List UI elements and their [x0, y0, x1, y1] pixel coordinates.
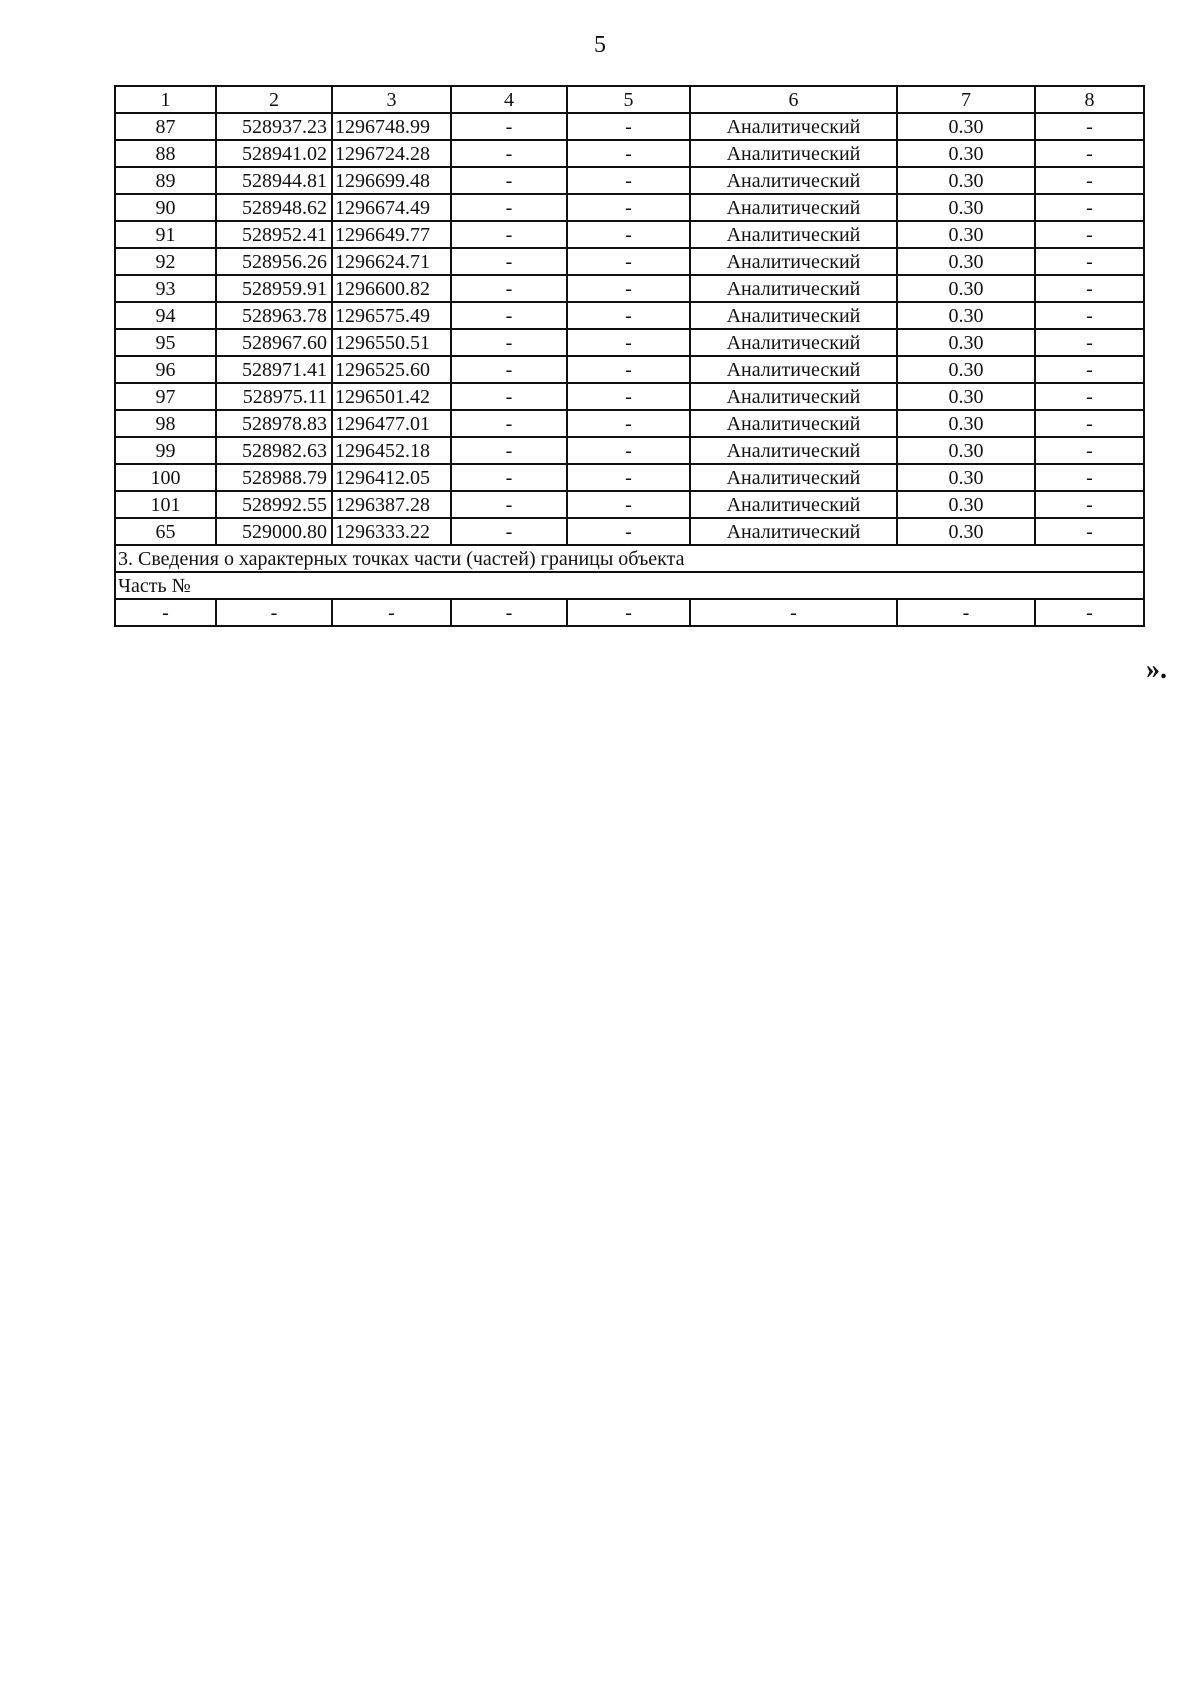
- point-number-cell: 91: [115, 221, 216, 248]
- part-label-row: [115, 572, 1144, 599]
- col8-cell: -: [1035, 383, 1144, 410]
- column-header: 7: [897, 86, 1035, 113]
- col8-cell: -: [1035, 167, 1144, 194]
- x-coordinate-cell: 528971.41: [216, 356, 332, 383]
- table-row: [115, 113, 1144, 140]
- y-coordinate-cell: 1296724.28: [332, 140, 451, 167]
- col8-cell: -: [1035, 518, 1144, 545]
- col5-cell: -: [567, 383, 690, 410]
- col4-cell: -: [451, 518, 567, 545]
- precision-cell: 0.30: [897, 464, 1035, 491]
- column-header: 8: [1035, 86, 1144, 113]
- table-body: [115, 86, 1144, 626]
- column-header: 1: [115, 86, 216, 113]
- precision-cell: 0.30: [897, 383, 1035, 410]
- precision-cell: 0.30: [897, 167, 1035, 194]
- page-number: 5: [594, 32, 606, 58]
- col8-cell: -: [1035, 140, 1144, 167]
- x-coordinate-cell: 528978.83: [216, 410, 332, 437]
- col5-cell: -: [567, 410, 690, 437]
- precision-cell: 0.30: [897, 356, 1035, 383]
- col8-cell: -: [1035, 437, 1144, 464]
- x-coordinate-cell: 528944.81: [216, 167, 332, 194]
- col4-cell: -: [451, 356, 567, 383]
- method-cell: Аналитический: [690, 383, 897, 410]
- y-coordinate-cell: 1296674.49: [332, 194, 451, 221]
- method-cell: Аналитический: [690, 194, 897, 221]
- precision-cell: 0.30: [897, 221, 1035, 248]
- col8-cell: -: [1035, 410, 1144, 437]
- y-coordinate-cell: 1296575.49: [332, 302, 451, 329]
- empty-part-row: [115, 599, 1144, 626]
- empty-cell: -: [216, 599, 332, 626]
- precision-cell: 0.30: [897, 518, 1035, 545]
- point-number-cell: 94: [115, 302, 216, 329]
- method-cell: Аналитический: [690, 167, 897, 194]
- col5-cell: -: [567, 302, 690, 329]
- point-number-cell: 92: [115, 248, 216, 275]
- y-coordinate-cell: 1296748.99: [332, 113, 451, 140]
- table-row: [115, 518, 1144, 545]
- col5-cell: -: [567, 113, 690, 140]
- point-number-cell: 99: [115, 437, 216, 464]
- col4-cell: -: [451, 275, 567, 302]
- method-cell: Аналитический: [690, 221, 897, 248]
- table-row: [115, 383, 1144, 410]
- column-header: 4: [451, 86, 567, 113]
- point-number-cell: 87: [115, 113, 216, 140]
- table-row: [115, 302, 1144, 329]
- col8-cell: -: [1035, 302, 1144, 329]
- table-row: [115, 140, 1144, 167]
- y-coordinate-cell: 1296452.18: [332, 437, 451, 464]
- col8-cell: -: [1035, 356, 1144, 383]
- method-cell: Аналитический: [690, 302, 897, 329]
- y-coordinate-cell: 1296600.82: [332, 275, 451, 302]
- col5-cell: -: [567, 356, 690, 383]
- col8-cell: -: [1035, 221, 1144, 248]
- precision-cell: 0.30: [897, 329, 1035, 356]
- y-coordinate-cell: 1296477.01: [332, 410, 451, 437]
- col5-cell: -: [567, 140, 690, 167]
- col5-cell: -: [567, 194, 690, 221]
- col4-cell: -: [451, 167, 567, 194]
- point-number-cell: 100: [115, 464, 216, 491]
- point-number-cell: 97: [115, 383, 216, 410]
- precision-cell: 0.30: [897, 248, 1035, 275]
- empty-cell: -: [1035, 599, 1144, 626]
- point-number-cell: 88: [115, 140, 216, 167]
- col5-cell: -: [567, 437, 690, 464]
- x-coordinate-cell: 528959.91: [216, 275, 332, 302]
- empty-cell: -: [332, 599, 451, 626]
- table-row: [115, 248, 1144, 275]
- point-number-cell: 89: [115, 167, 216, 194]
- col4-cell: -: [451, 410, 567, 437]
- col8-cell: -: [1035, 194, 1144, 221]
- col4-cell: -: [451, 491, 567, 518]
- method-cell: Аналитический: [690, 329, 897, 356]
- x-coordinate-cell: 528956.26: [216, 248, 332, 275]
- col4-cell: -: [451, 248, 567, 275]
- col4-cell: -: [451, 329, 567, 356]
- method-cell: Аналитический: [690, 356, 897, 383]
- x-coordinate-cell: 528982.63: [216, 437, 332, 464]
- column-header: 3: [332, 86, 451, 113]
- empty-cell: -: [115, 599, 216, 626]
- point-number-cell: 90: [115, 194, 216, 221]
- method-cell: Аналитический: [690, 248, 897, 275]
- x-coordinate-cell: 528992.55: [216, 491, 332, 518]
- col4-cell: -: [451, 383, 567, 410]
- table-row: [115, 464, 1144, 491]
- point-number-cell: 93: [115, 275, 216, 302]
- col8-cell: -: [1035, 248, 1144, 275]
- col4-cell: -: [451, 140, 567, 167]
- point-number-cell: 96: [115, 356, 216, 383]
- y-coordinate-cell: 1296525.60: [332, 356, 451, 383]
- precision-cell: 0.30: [897, 140, 1035, 167]
- y-coordinate-cell: 1296501.42: [332, 383, 451, 410]
- col4-cell: -: [451, 221, 567, 248]
- y-coordinate-cell: 1296550.51: [332, 329, 451, 356]
- x-coordinate-cell: 528967.60: [216, 329, 332, 356]
- table-header-row: [115, 86, 1144, 113]
- y-coordinate-cell: 1296699.48: [332, 167, 451, 194]
- coordinates-table: [114, 85, 1145, 627]
- precision-cell: 0.30: [897, 194, 1035, 221]
- section-title-row: [115, 545, 1144, 572]
- col4-cell: -: [451, 194, 567, 221]
- col4-cell: -: [451, 302, 567, 329]
- method-cell: Аналитический: [690, 437, 897, 464]
- method-cell: Аналитический: [690, 491, 897, 518]
- precision-cell: 0.30: [897, 437, 1035, 464]
- precision-cell: 0.30: [897, 275, 1035, 302]
- table-row: [115, 167, 1144, 194]
- col5-cell: -: [567, 491, 690, 518]
- y-coordinate-cell: 1296387.28: [332, 491, 451, 518]
- y-coordinate-cell: 1296649.77: [332, 221, 451, 248]
- col5-cell: -: [567, 329, 690, 356]
- column-header: 5: [567, 86, 690, 113]
- method-cell: Аналитический: [690, 410, 897, 437]
- table-row: [115, 275, 1144, 302]
- precision-cell: 0.30: [897, 113, 1035, 140]
- y-coordinate-cell: 1296624.71: [332, 248, 451, 275]
- coordinates-table-container: [114, 85, 1143, 627]
- x-coordinate-cell: 528952.41: [216, 221, 332, 248]
- precision-cell: 0.30: [897, 410, 1035, 437]
- col4-cell: -: [451, 113, 567, 140]
- table-row: [115, 356, 1144, 383]
- x-coordinate-cell: 529000.80: [216, 518, 332, 545]
- table-row: [115, 410, 1144, 437]
- y-coordinate-cell: 1296333.22: [332, 518, 451, 545]
- x-coordinate-cell: 528963.78: [216, 302, 332, 329]
- col5-cell: -: [567, 248, 690, 275]
- method-cell: Аналитический: [690, 113, 897, 140]
- x-coordinate-cell: 528988.79: [216, 464, 332, 491]
- x-coordinate-cell: 528937.23: [216, 113, 332, 140]
- method-cell: Аналитический: [690, 275, 897, 302]
- x-coordinate-cell: 528948.62: [216, 194, 332, 221]
- table-row: [115, 491, 1144, 518]
- col5-cell: -: [567, 275, 690, 302]
- col8-cell: -: [1035, 464, 1144, 491]
- col5-cell: -: [567, 464, 690, 491]
- point-number-cell: 101: [115, 491, 216, 518]
- method-cell: Аналитический: [690, 518, 897, 545]
- col4-cell: -: [451, 464, 567, 491]
- col8-cell: -: [1035, 113, 1144, 140]
- point-number-cell: 65: [115, 518, 216, 545]
- column-header: 2: [216, 86, 332, 113]
- x-coordinate-cell: 528975.11: [216, 383, 332, 410]
- empty-cell: -: [451, 599, 567, 626]
- empty-cell: -: [567, 599, 690, 626]
- precision-cell: 0.30: [897, 302, 1035, 329]
- method-cell: Аналитический: [690, 464, 897, 491]
- section-title: 3. Сведения о характерных точках части (частей) границы объекта: [115, 545, 1144, 572]
- point-number-cell: 95: [115, 329, 216, 356]
- x-coordinate-cell: 528941.02: [216, 140, 332, 167]
- table-row: [115, 221, 1144, 248]
- part-label: Часть №: [115, 572, 1144, 599]
- col4-cell: -: [451, 437, 567, 464]
- point-number-cell: 98: [115, 410, 216, 437]
- empty-cell: -: [897, 599, 1035, 626]
- y-coordinate-cell: 1296412.05: [332, 464, 451, 491]
- closing-quote: ».: [1146, 654, 1167, 685]
- col5-cell: -: [567, 518, 690, 545]
- method-cell: Аналитический: [690, 140, 897, 167]
- col8-cell: -: [1035, 329, 1144, 356]
- empty-cell: -: [690, 599, 897, 626]
- table-row: [115, 329, 1144, 356]
- table-row: [115, 437, 1144, 464]
- precision-cell: 0.30: [897, 491, 1035, 518]
- col5-cell: -: [567, 167, 690, 194]
- col8-cell: -: [1035, 491, 1144, 518]
- col5-cell: -: [567, 221, 690, 248]
- table-row: [115, 194, 1144, 221]
- column-header: 6: [690, 86, 897, 113]
- col8-cell: -: [1035, 275, 1144, 302]
